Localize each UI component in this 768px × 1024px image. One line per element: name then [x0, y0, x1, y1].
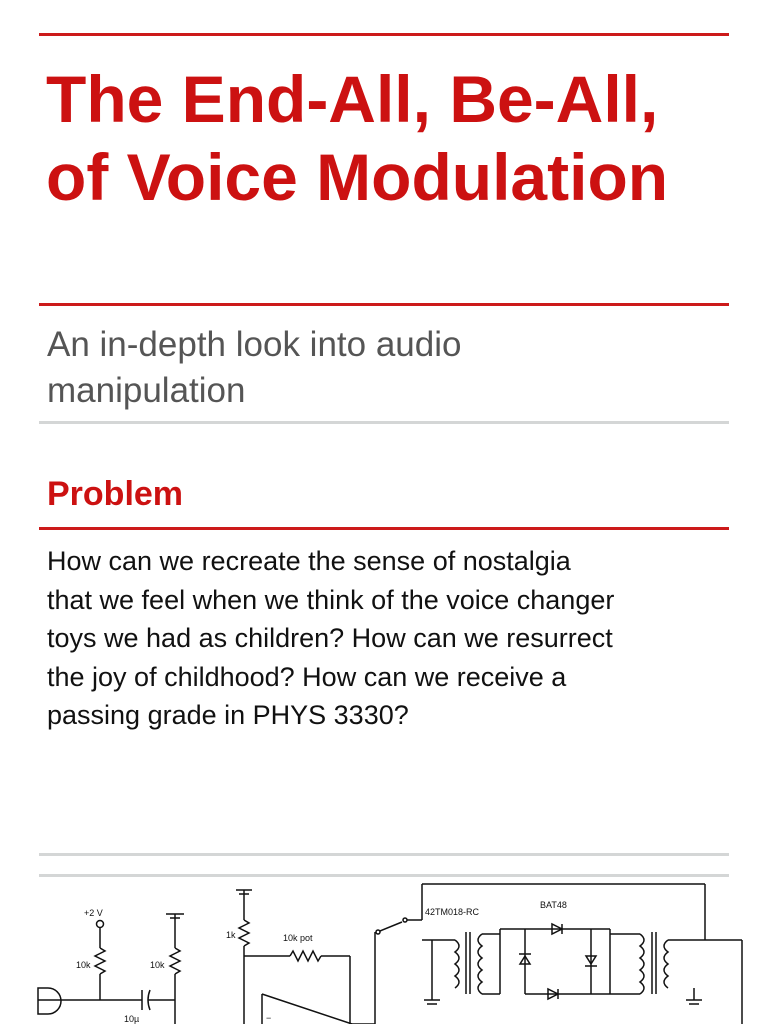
problem-line-5: passing grade in PHYS 3330? — [47, 700, 409, 730]
diode-label: BAT48 — [540, 900, 567, 910]
resistor-icon — [170, 948, 180, 974]
op-amp-icon — [262, 994, 352, 1024]
problem-line-2: that we feel when we think of the voice changer — [47, 584, 615, 615]
transformer-label: 42TM018-RC — [425, 907, 480, 917]
subtitle-line-1: An in-depth look into audio — [47, 325, 462, 364]
resistor-icon — [239, 920, 249, 946]
resistor-3-label: 1k — [226, 930, 236, 940]
supply-node-icon — [97, 921, 104, 928]
subtitle — [47, 322, 727, 414]
resistor-2-label: 10k — [150, 960, 165, 970]
problem-line-4: the joy of childhood? How can we receive a — [47, 661, 567, 692]
microphone-icon — [38, 988, 61, 1014]
top-rule — [39, 33, 729, 36]
potentiometer-icon — [290, 951, 321, 961]
problem-line-3: toys we had as children? How can we resurrect — [47, 623, 613, 653]
subtitle-divider — [39, 421, 729, 424]
title-line-2: of Voice Modulation — [46, 140, 669, 214]
op-amp-minus-label: − — [266, 1013, 272, 1023]
supply-label: +2 V — [84, 908, 103, 918]
title-line-1: The End-All, Be-All, — [46, 62, 659, 136]
transformer-coil-icon — [478, 934, 482, 994]
problem-line-1: How can we recreate the sense of nostalgia — [47, 546, 571, 576]
circuit-schematic — [0, 876, 768, 1024]
subtitle-line-2: manipulation — [47, 371, 246, 410]
resistor-icon — [95, 948, 105, 974]
transformer-coil-icon — [455, 940, 459, 988]
problem-divider — [39, 527, 729, 530]
potentiometer-label: 10k pot — [283, 933, 313, 943]
page-title — [46, 60, 736, 216]
section-heading-problem: Problem — [47, 475, 184, 513]
transformer-coil-icon — [664, 940, 668, 988]
title-divider — [39, 303, 729, 306]
transformer-coil-icon — [640, 934, 644, 994]
resistor-1-label: 10k — [76, 960, 91, 970]
capacitor-label: 10µ — [124, 1014, 140, 1024]
bottom-divider-1 — [39, 853, 729, 856]
problem-paragraph — [47, 542, 737, 735]
